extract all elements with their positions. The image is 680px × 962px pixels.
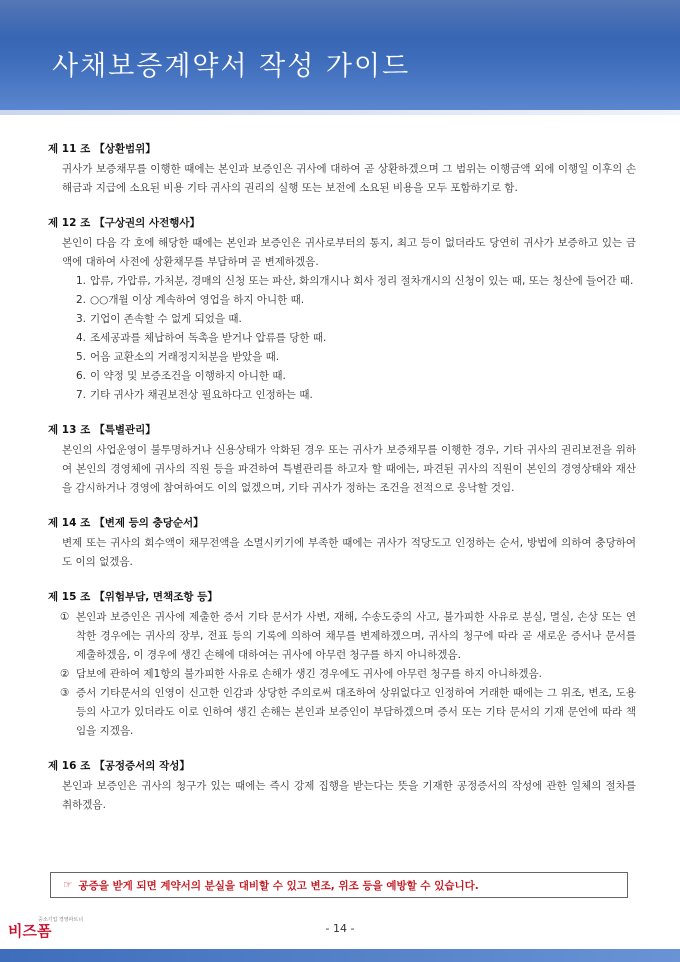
brand-tagline: 중소기업 경영파트너: [38, 917, 84, 923]
document-body: [48, 140, 636, 831]
brand-name: 비즈폼: [8, 922, 52, 940]
article-clause-list: [48, 608, 636, 741]
article-text: 본인이 다음 각 호에 해당한 때에는 본인과 보증인은 귀사로부터의 통지, 최고 등이 없더라도 당연히 귀사가 보증하고 있는 금액에 대하여 사전에 상환채무를 부담하며 곧 변제하겠음.: [62, 237, 636, 268]
footer-bar: [0, 949, 680, 962]
article-heading: [48, 214, 636, 233]
notice-text: 공증을 받게 되면 계약서의 분실을 대비할 수 있고 변조, 위조 등을 예방할 수 있습니다.: [78, 879, 479, 892]
list-item: [76, 367, 636, 386]
article-title: 【특별관리】: [94, 424, 156, 436]
clause-text: 담보에 관하여 제1항의 불가피한 사유로 손해가 생긴 경우에도 귀사에 아무런 청구를 하지 아니하겠음.: [76, 668, 542, 680]
pointing-hand-icon: ☞: [63, 879, 73, 891]
list-item: [60, 665, 636, 684]
article-item-list: [48, 272, 636, 405]
list-item: [76, 272, 636, 291]
article-text: 본인과 보증인은 귀사의 청구가 있는 때에는 즉시 강제 집행을 받는다는 뜻을 기재한 공정증서의 작성에 관한 일체의 절차를 취하겠음.: [62, 780, 636, 811]
article-heading: [48, 140, 636, 159]
item-text: 기업이 존속할 수 없게 되었을 때.: [90, 313, 242, 325]
article-title: 【공정증서의 작성】: [94, 760, 190, 772]
article-number: 제 15 조: [48, 591, 91, 603]
article-number: 제 16 조: [48, 760, 91, 772]
article-text: 본인의 사업운영이 불투명하거나 신용상태가 악화된 경우 또는 귀사가 보증채무를 이행한 경우, 기타 귀사의 권리보전을 위하여 본인의 경영체에 귀사의 직원 등을 파견하여 특별관리를 하고자 할 때에는, 파견된 귀사의 직원이 본인의 경영상태와 재산을 감시하거나 경영에 참여하여도 이의 없겠으며, 기타 귀사가 정하는 조건을 전적으로 응낙할 것임.: [62, 444, 636, 494]
list-item: [76, 291, 636, 310]
item-number: 1.: [76, 275, 87, 287]
article-title: 【위험부담, 면책조항 등】: [94, 591, 218, 603]
item-number: 6.: [76, 370, 87, 382]
article-15: [48, 588, 636, 741]
list-item: [60, 608, 636, 665]
article-number: 제 14 조: [48, 517, 91, 529]
page-number: - 14 -: [325, 922, 355, 935]
article-number: 제 13 조: [48, 424, 91, 436]
article-14: [48, 514, 636, 572]
article-title: 【변제 등의 충당순서】: [94, 517, 204, 529]
list-item: [60, 684, 636, 741]
list-item: [76, 386, 636, 405]
list-item: [76, 310, 636, 329]
clause-text: 본인과 보증인은 귀사에 제출한 증서 기타 문서가 사변, 재해, 수송도중의 사고, 불가피한 사유로 분실, 멸실, 손상 또는 연착한 경우에는 귀사의 장부, 전표 등의 기록에 의하여 채무를 변제하겠으며, 귀사의 청구에 따라 곧 새로운 증서나 문서를 제출하겠음, 이 경우에 생긴 손해에 대하여는 귀사에 아무런 청구를 하지 아니하겠음.: [76, 611, 636, 661]
item-text: 이 약정 및 보증조건을 이행하지 아니한 때.: [90, 370, 286, 382]
item-text: 어음 교환소의 거래정지처분을 받았을 때.: [90, 351, 280, 363]
article-heading: [48, 421, 636, 440]
list-item: [76, 329, 636, 348]
article-heading: [48, 514, 636, 533]
article-heading: [48, 757, 636, 776]
item-number: 5.: [76, 351, 87, 363]
item-text: 조세공과를 체납하여 독촉을 받거나 압류를 당한 때.: [90, 332, 327, 344]
article-number: 제 11 조: [48, 143, 91, 155]
article-12: [48, 214, 636, 405]
item-text: 압류, 가압류, 가처분, 경매의 신청 또는 파산, 화의개시나 회사 정리 절차개시의 신청이 있는 때, 또는 청산에 들어간 때.: [90, 275, 634, 287]
notice-box: [50, 872, 628, 898]
clause-number: ②: [60, 668, 70, 680]
header-sheen: [0, 0, 680, 38]
item-number: 3.: [76, 313, 87, 325]
item-text: 기타 귀사가 채권보전상 필요하다고 인정하는 때.: [90, 389, 313, 401]
article-text: 귀사가 보증채무를 이행한 때에는 본인과 보증인은 귀사에 대하여 곧 상환하겠으며 그 범위는 이행금액 외에 이행일 이후의 손해금과 지급에 소요된 비용 기타 귀사의 권리의 실행 또는 보전에 소요된 비용을 모두 포함하기로 함.: [62, 163, 636, 194]
clause-number: ③: [60, 687, 70, 699]
page-header: [0, 0, 680, 110]
item-text: ○○개월 이상 계속하여 영업을 하지 아니한 때.: [90, 294, 305, 306]
article-13: [48, 421, 636, 498]
page-title: 사채보증계약서 작성 가이드: [52, 51, 411, 82]
article-title: 【상환범위】: [94, 143, 156, 155]
article-16: [48, 757, 636, 815]
item-number: 2.: [76, 294, 87, 306]
article-text: 변제 또는 귀사의 회수액이 채무전액을 소멸시키기에 부족한 때에는 귀사가 적당도고 인정하는 순서, 방법에 의하여 충당하여도 이의 없겠음.: [62, 537, 636, 568]
article-title: 【구상권의 사전행사】: [94, 217, 201, 229]
list-item: [76, 348, 636, 367]
article-heading: [48, 588, 636, 607]
article-11: [48, 140, 636, 198]
item-number: 4.: [76, 332, 87, 344]
clause-number: ①: [60, 611, 70, 623]
article-number: 제 12 조: [48, 217, 91, 229]
item-number: 7.: [76, 389, 87, 401]
header-divider: [0, 110, 680, 115]
clause-text: 증서 기타문서의 인영이 신고한 인감과 상당한 주의로써 대조하여 상위없다고 인정하여 거래한 때에는 그 위조, 변조, 도용 등의 사고가 있더라도 이로 인하여 생긴 손해는 본인과 보증인이 부담하겠으며 증서 또는 기타 문서의 기재 문언에 따라 책임을 지겠음.: [76, 687, 636, 737]
